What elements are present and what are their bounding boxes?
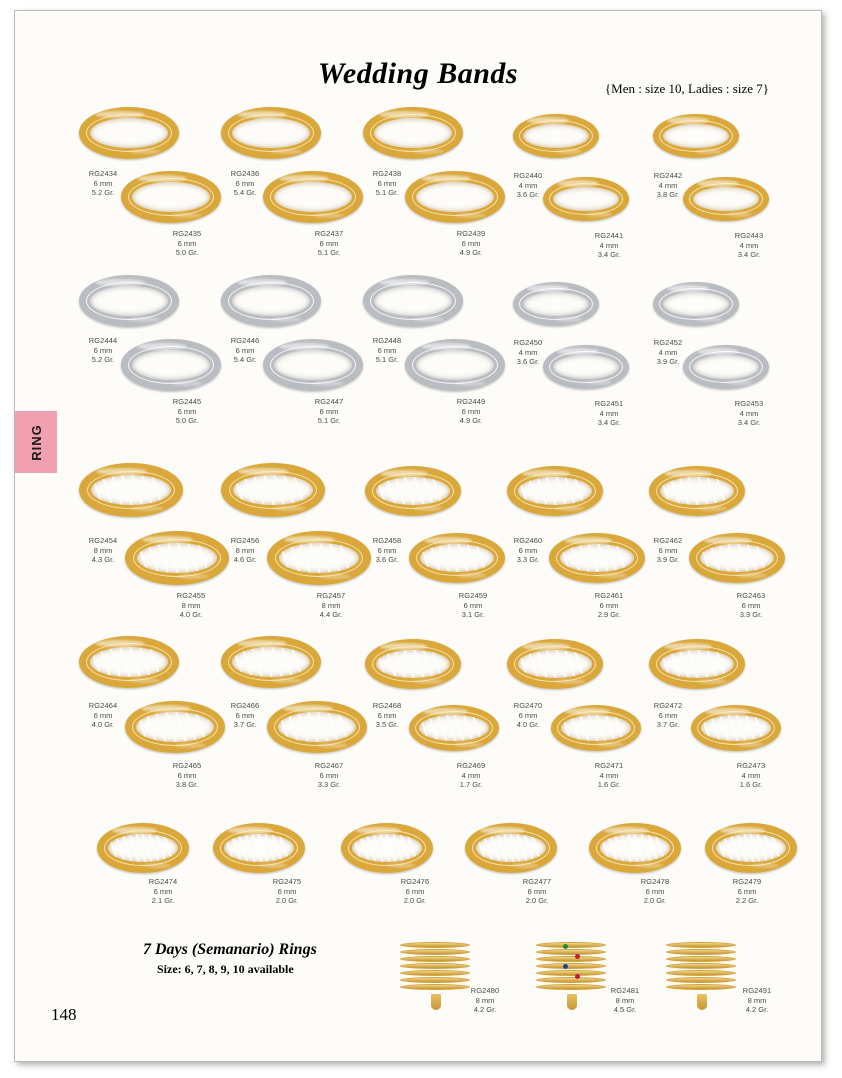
ring-width: 6 mm <box>658 710 678 720</box>
page-title: Wedding Bands <box>317 57 519 90</box>
ring-image <box>543 345 629 389</box>
ring-code: RG2452 <box>653 338 683 347</box>
ring-caption <box>147 761 227 790</box>
ring-code: RG2462 <box>653 536 683 545</box>
ring-weight: 2.0 Gr. <box>643 896 667 905</box>
ring-caption <box>289 229 369 258</box>
ring-band <box>221 463 325 517</box>
ring-caption <box>615 877 695 906</box>
ring-code: RG2439 <box>456 229 486 238</box>
ring-code: RG2458 <box>372 536 402 545</box>
ring-width: 4 mm <box>599 770 619 780</box>
ring-caption <box>569 399 649 428</box>
ring-band <box>649 466 745 516</box>
ring-code: RG2471 <box>594 761 624 770</box>
ring-caption <box>289 397 369 426</box>
ring-width: 6 mm <box>319 770 339 780</box>
ring-weight: 2.2 Gr. <box>735 896 759 905</box>
ring-width: 6 mm <box>527 886 547 896</box>
ring-caption <box>291 591 371 620</box>
ring-band <box>507 466 603 516</box>
ring-weight: 4.9 Gr. <box>459 416 483 425</box>
semanario-block <box>143 941 373 977</box>
ring-width: 4 mm <box>599 240 619 250</box>
ring-code: RG2456 <box>230 536 260 545</box>
ring-weight: 4.2 Gr. <box>473 1005 497 1014</box>
ring-width: 6 mm <box>93 178 113 188</box>
ring-width: 6 mm <box>153 886 173 896</box>
ring-weight: 5.1 Gr. <box>317 248 341 257</box>
ring-width: 6 mm <box>177 238 197 248</box>
ring-code: RG2481 <box>610 986 640 995</box>
ring-code: RG2444 <box>88 336 118 345</box>
section-tab-label: RING <box>28 423 44 461</box>
ring-band <box>683 345 769 389</box>
ring-image <box>79 463 183 517</box>
ring-code: RG2465 <box>172 761 202 770</box>
ring-weight: 3.3 Gr. <box>739 610 763 619</box>
ring-weight: 4.3 Gr. <box>91 555 115 564</box>
ring-width: 6 mm <box>461 406 481 416</box>
ring-weight: 3.9 Gr. <box>656 555 680 564</box>
ring-image <box>649 639 745 689</box>
ring-weight: 2.1 Gr. <box>151 896 175 905</box>
ring-band <box>543 177 629 221</box>
ring-weight: 3.6 Gr. <box>516 357 540 366</box>
ring-weight: 4.5 Gr. <box>613 1005 637 1014</box>
ring-code: RG2475 <box>272 877 302 886</box>
ring-band <box>705 823 797 873</box>
ring-caption <box>497 877 577 906</box>
ring-weight: 1.6 Gr. <box>739 780 763 789</box>
ring-weight: 4.9 Gr. <box>459 248 483 257</box>
ring-caption <box>707 877 787 906</box>
ring-width: 4 mm <box>461 770 481 780</box>
ring-band <box>221 636 321 688</box>
ring-code: RG2450 <box>513 338 543 347</box>
ring-image <box>363 107 463 159</box>
ring-weight: 3.4 Gr. <box>597 250 621 259</box>
ring-weight: 4.0 Gr. <box>91 720 115 729</box>
ring-code: RG2461 <box>594 591 624 600</box>
ring-weight: 3.7 Gr. <box>656 720 680 729</box>
ring-weight: 2.9 Gr. <box>597 610 621 619</box>
ring-width: 6 mm <box>461 238 481 248</box>
ring-width: 6 mm <box>177 770 197 780</box>
semanario-title: 7 Days (Semanario) Rings <box>143 941 317 958</box>
ring-weight: 5.4 Gr. <box>233 355 257 364</box>
ring-code: RG2457 <box>316 591 346 600</box>
ring-caption <box>569 591 649 620</box>
ring-width: 6 mm <box>377 710 397 720</box>
ring-weight: 3.4 Gr. <box>737 418 761 427</box>
ring-code: RG2473 <box>736 761 766 770</box>
ring-code: RG2449 <box>456 397 486 406</box>
ring-code: RG2464 <box>88 701 118 710</box>
ring-band <box>79 636 179 688</box>
ring-caption <box>147 397 227 426</box>
ring-code: RG2454 <box>88 536 118 545</box>
ring-code: RG2445 <box>172 397 202 406</box>
ring-band <box>365 466 461 516</box>
ring-code: RG2470 <box>513 701 543 710</box>
ring-image <box>683 345 769 389</box>
ring-code: RG2455 <box>176 591 206 600</box>
ring-image <box>79 107 179 159</box>
ring-caption <box>431 397 511 426</box>
ring-caption <box>247 877 327 906</box>
ring-code: RG2468 <box>372 701 402 710</box>
ring-weight: 3.3 Gr. <box>516 555 540 564</box>
ring-image <box>691 705 781 751</box>
ring-band <box>221 107 321 159</box>
ring-code: RG2466 <box>230 701 260 710</box>
ring-weight: 3.6 Gr. <box>375 555 399 564</box>
ring-width: 4 mm <box>739 240 759 250</box>
ring-caption <box>123 877 203 906</box>
ring-band <box>513 114 599 158</box>
ring-width: 6 mm <box>658 545 678 555</box>
ring-band <box>543 345 629 389</box>
ring-code: RG2491 <box>742 986 772 995</box>
ring-width: 6 mm <box>405 886 425 896</box>
ring-width: 6 mm <box>235 345 255 355</box>
ring-width: 6 mm <box>319 238 339 248</box>
ring-image <box>213 823 305 873</box>
ring-code: RG2478 <box>640 877 670 886</box>
ring-weight: 3.6 Gr. <box>516 190 540 199</box>
ring-width: 4 mm <box>658 347 678 357</box>
ring-code: RG2476 <box>400 877 430 886</box>
size-note: {Men : size 10, Ladies : size 7} <box>604 81 769 96</box>
ring-caption <box>711 591 791 620</box>
ring-weight: 3.8 Gr. <box>175 780 199 789</box>
ring-code: RG2451 <box>594 399 624 408</box>
ring-weight: 3.1 Gr. <box>461 610 485 619</box>
ring-band <box>513 282 599 326</box>
ring-weight: 3.4 Gr. <box>597 418 621 427</box>
ring-weight: 5.2 Gr. <box>91 355 115 364</box>
ring-image <box>507 639 603 689</box>
ring-width: 6 mm <box>235 178 255 188</box>
ring-code: RG2447 <box>314 397 344 406</box>
ring-weight: 5.2 Gr. <box>91 188 115 197</box>
ring-weight: 5.0 Gr. <box>175 416 199 425</box>
ring-caption <box>709 231 789 260</box>
ring-width: 6 mm <box>518 710 538 720</box>
ring-code: RG2460 <box>513 536 543 545</box>
ring-width: 8 mm <box>615 995 635 1005</box>
ring-width: 6 mm <box>645 886 665 896</box>
ring-band <box>341 823 433 873</box>
page-content <box>15 11 821 1061</box>
ring-image <box>97 823 189 873</box>
ring-image <box>513 114 599 158</box>
ring-width: 8 mm <box>181 600 201 610</box>
ring-band <box>465 823 557 873</box>
ring-caption <box>445 986 525 1015</box>
ring-caption <box>431 761 511 790</box>
ring-band <box>689 533 785 583</box>
ring-image <box>513 282 599 326</box>
ring-code: RG2436 <box>230 169 260 178</box>
ring-code: RG2438 <box>372 169 402 178</box>
ring-band <box>79 463 183 517</box>
ring-caption <box>431 229 511 258</box>
ring-weight: 5.0 Gr. <box>175 248 199 257</box>
ring-band <box>653 282 739 326</box>
ring-weight: 3.4 Gr. <box>737 250 761 259</box>
ring-code: RG2472 <box>653 701 683 710</box>
ring-band <box>691 705 781 751</box>
ring-weight: 3.7 Gr. <box>233 720 257 729</box>
ring-image <box>689 533 785 583</box>
ring-code: RG2437 <box>314 229 344 238</box>
ring-caption <box>375 877 455 906</box>
ring-weight: 5.1 Gr. <box>375 355 399 364</box>
ring-width: 8 mm <box>747 995 767 1005</box>
ring-width: 6 mm <box>463 600 483 610</box>
ring-code: RG2480 <box>470 986 500 995</box>
ring-band <box>409 705 499 751</box>
ring-width: 6 mm <box>377 545 397 555</box>
ring-code: RG2442 <box>653 171 683 180</box>
ring-band <box>653 114 739 158</box>
ring-width: 6 mm <box>277 886 297 896</box>
ring-code: RG2443 <box>734 231 764 240</box>
ring-code: RG2477 <box>522 877 552 886</box>
ring-code: RG2467 <box>314 761 344 770</box>
ring-code: RG2435 <box>172 229 202 238</box>
ring-image <box>221 463 325 517</box>
ring-image <box>79 636 179 688</box>
ring-code: RG2448 <box>372 336 402 345</box>
ring-weight: 4.6 Gr. <box>233 555 257 564</box>
ring-caption <box>717 986 797 1015</box>
ring-width: 6 mm <box>177 406 197 416</box>
ring-width: 6 mm <box>93 710 113 720</box>
ring-weight: 4.2 Gr. <box>745 1005 769 1014</box>
ring-band <box>683 177 769 221</box>
ring-caption <box>711 761 791 790</box>
ring-image <box>363 275 463 327</box>
ring-band <box>213 823 305 873</box>
ring-weight: 5.1 Gr. <box>375 188 399 197</box>
ring-image <box>543 177 629 221</box>
ring-width: 6 mm <box>599 600 619 610</box>
ring-image <box>221 636 321 688</box>
ring-width: 6 mm <box>235 710 255 720</box>
ring-code: RG2446 <box>230 336 260 345</box>
page-number: 148 <box>51 1005 77 1024</box>
ring-weight: 2.0 Gr. <box>275 896 299 905</box>
ring-image <box>341 823 433 873</box>
ring-width: 8 mm <box>235 545 255 555</box>
ring-band <box>507 639 603 689</box>
semanario-subtitle: Size: 6, 7, 8, 9, 10 available <box>157 962 294 976</box>
ring-code: RG2441 <box>594 231 624 240</box>
ring-caption <box>585 986 665 1015</box>
ring-caption <box>433 591 513 620</box>
ring-width: 6 mm <box>319 406 339 416</box>
ring-caption <box>151 591 231 620</box>
ring-code: RG2459 <box>458 591 488 600</box>
ring-width: 4 mm <box>741 770 761 780</box>
ring-image <box>507 466 603 516</box>
ring-width: 4 mm <box>518 347 538 357</box>
ring-width: 6 mm <box>741 600 761 610</box>
ring-caption <box>569 761 649 790</box>
ring-code: RG2479 <box>732 877 762 886</box>
ring-width: 8 mm <box>93 545 113 555</box>
ring-image <box>221 107 321 159</box>
ring-weight: 1.7 Gr. <box>459 780 483 789</box>
ring-weight: 4.4 Gr. <box>319 610 343 619</box>
ring-width: 4 mm <box>739 408 759 418</box>
ring-width: 4 mm <box>658 180 678 190</box>
ring-image <box>409 705 499 751</box>
catalog-page <box>14 10 822 1062</box>
ring-band <box>365 639 461 689</box>
ring-image <box>649 466 745 516</box>
ring-weight: 3.9 Gr. <box>656 357 680 366</box>
ring-image <box>589 823 681 873</box>
ring-band <box>79 275 179 327</box>
ring-width: 4 mm <box>518 180 538 190</box>
ring-width: 6 mm <box>377 345 397 355</box>
ring-code: RG2474 <box>148 877 178 886</box>
ring-caption <box>709 399 789 428</box>
ring-weight: 3.3 Gr. <box>317 780 341 789</box>
ring-band <box>649 639 745 689</box>
ring-weight: 1.6 Gr. <box>597 780 621 789</box>
ring-caption <box>289 761 369 790</box>
ring-code: RG2463 <box>736 591 766 600</box>
ring-image <box>653 282 739 326</box>
ring-code: RG2469 <box>456 761 486 770</box>
ring-image <box>365 466 461 516</box>
ring-image <box>653 114 739 158</box>
ring-weight: 5.1 Gr. <box>317 416 341 425</box>
ring-band <box>363 107 463 159</box>
ring-weight: 4.0 Gr. <box>179 610 203 619</box>
ring-band <box>79 107 179 159</box>
ring-caption <box>569 231 649 260</box>
ring-weight: 4.0 Gr. <box>516 720 540 729</box>
ring-weight: 3.8 Gr. <box>656 190 680 199</box>
ring-width: 6 mm <box>377 178 397 188</box>
ring-code: RG2453 <box>734 399 764 408</box>
ring-width: 4 mm <box>599 408 619 418</box>
ring-width: 6 mm <box>518 545 538 555</box>
ring-width: 6 mm <box>93 345 113 355</box>
ring-band <box>363 275 463 327</box>
ring-weight: 3.5 Gr. <box>375 720 399 729</box>
ring-code: RG2440 <box>513 171 543 180</box>
section-tab-ring <box>15 411 57 473</box>
ring-width: 8 mm <box>321 600 341 610</box>
ring-image <box>705 823 797 873</box>
ring-image <box>683 177 769 221</box>
ring-image <box>465 823 557 873</box>
ring-band <box>221 275 321 327</box>
ring-weight: 2.0 Gr. <box>525 896 549 905</box>
ring-caption <box>147 229 227 258</box>
ring-code: RG2434 <box>88 169 118 178</box>
ring-band <box>589 823 681 873</box>
ring-width: 6 mm <box>737 886 757 896</box>
ring-band <box>97 823 189 873</box>
ring-width: 8 mm <box>475 995 495 1005</box>
ring-weight: 2.0 Gr. <box>403 896 427 905</box>
ring-weight: 5.4 Gr. <box>233 188 257 197</box>
ring-image <box>221 275 321 327</box>
ring-image <box>79 275 179 327</box>
ring-image <box>365 639 461 689</box>
